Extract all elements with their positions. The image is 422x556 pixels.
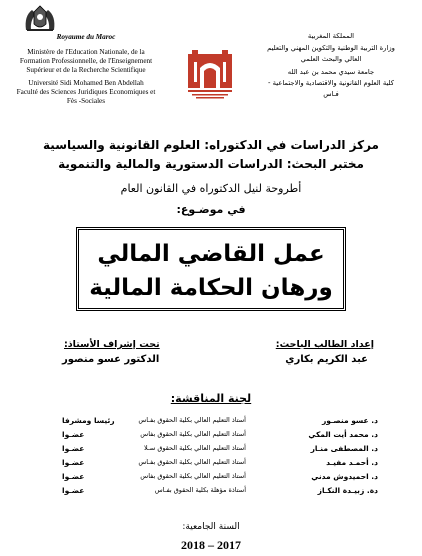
committee-member-title: أستاذ التعليم العالي بكلية الحقوق بفـاس: [138, 458, 246, 466]
ministry-ar-line2: العالي والبحث العلمي: [300, 55, 362, 63]
subject-label: في موضـوع:: [176, 203, 246, 216]
committee-member-name: دة. زبيـدة النكـاز: [317, 486, 378, 495]
ministry-fr-line1: Ministère de l'Education Nationale, de la: [27, 48, 145, 56]
doctoral-center: مركز الدراسات في الدكتوراه: العلوم القانونية والسياسية: [43, 138, 379, 152]
committee-member-name: د. احميدوش مدني: [311, 472, 378, 481]
royal-emblem-icon: [22, 4, 58, 32]
thesis-statement: أطروحة لنيل الدكتوراه في القانون العام: [120, 182, 302, 195]
committee-member-role: عضـوا: [62, 430, 85, 439]
university-logo-icon: [186, 44, 234, 102]
supervisor-name: الدكتور عسو منصور: [62, 354, 160, 365]
committee-member-name: د. محمد أيت المكي: [308, 430, 378, 439]
committee-member-name: د. المصطفى منـار: [310, 444, 378, 453]
university-fr: Université Sidi Mohamed Ben Abdellah: [28, 79, 144, 87]
committee-member-title: أستاذ التعليم العالي بكلية الحقوق بفاس: [140, 472, 246, 480]
committee-member-name: د. أحمـد مفيـد: [326, 458, 378, 467]
faculty-ar-line2: فـاس: [323, 90, 339, 98]
thesis-title-line2: ورهان الحكامة المالية: [89, 275, 333, 301]
student-label: إعداد الطالب الباحث:: [275, 339, 374, 350]
kingdom-fr: [6, 34, 166, 41]
committee-member-role: رئيسا ومشرفا: [62, 416, 115, 425]
ministry-ar-line1: وزارة التربية الوطنية والتكوين المهني والتعليم: [267, 44, 395, 52]
student-name: عبد الكريم بكاري: [285, 354, 368, 365]
faculty-fr-line2: Fès -Sociales: [66, 97, 106, 105]
committee-member-title: أستاذ التعليم العالي بكلية الحقوق سـلا: [144, 444, 246, 452]
university-ar: جامعة سيدي محمد بن عبد الله: [287, 68, 375, 76]
ministry-fr-line2: Formation Professionnelle, de l'Enseignement: [19, 57, 153, 65]
supervisor-label: تحت إشراف الأستاذ:: [64, 339, 160, 350]
academic-year-label: السنة الجامعية:: [182, 522, 240, 532]
committee-member-title: أستاذ التعليم العالي بكلية الحقوق بفاس: [140, 430, 246, 438]
committee-heading: لجنة المناقشة:: [170, 392, 252, 405]
committee-member-role: عضـوا: [62, 472, 85, 481]
committee-member-title: أستاذ التعليم العالي بكلية الحقوق بفـاس: [138, 416, 246, 424]
committee-member-role: عضـوا: [62, 458, 85, 467]
faculty-fr-line1: Faculté des Sciences Juridiques Economiques et: [16, 88, 156, 96]
committee-member-role: عضـوا: [62, 444, 85, 453]
academic-year: 2018 – 2017: [181, 538, 241, 552]
faculty-ar-line1: كلية العلوم القانونية والاقتصادية والاجتماعية -: [267, 79, 395, 87]
committee-member-role: عضـوا: [62, 486, 85, 495]
research-lab: مختبر البحث: الدراسات الدستورية والمالية والتنموية: [58, 157, 364, 171]
kingdom-fr-text: Royaume du Maroc: [56, 33, 116, 41]
thesis-title-line1: عمل القاضي المالي: [97, 241, 325, 267]
ministry-fr-line3: Supérieur et de la Recherche Scientifique: [26, 66, 146, 74]
committee-member-title: أستاذة مؤهلة بكلية الحقوق بفـاس: [154, 486, 246, 494]
committee-member-name: د. عسو منصـور: [321, 416, 378, 425]
kingdom-ar: المملكة المغربية: [307, 32, 355, 40]
